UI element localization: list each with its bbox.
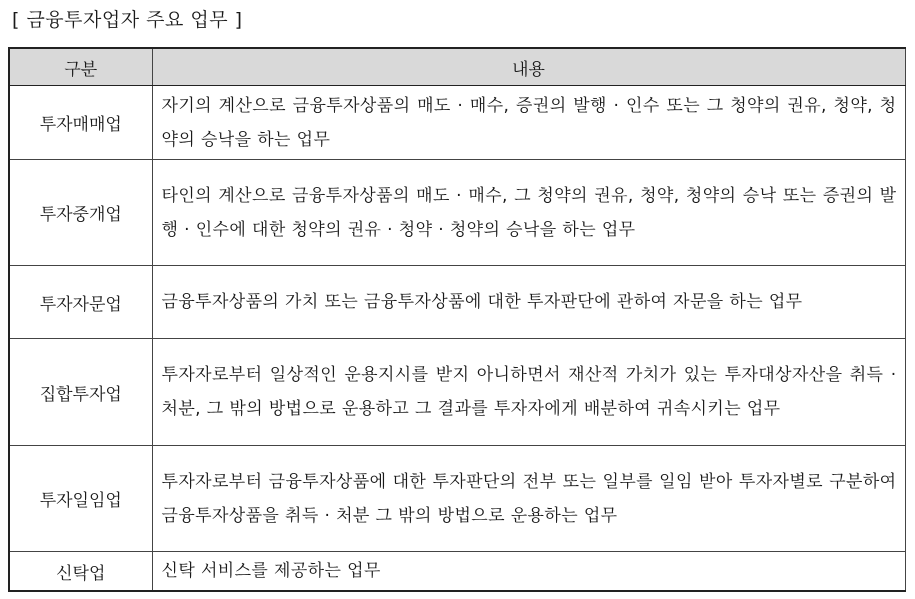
row-description: 자기의 계산으로 금융투자상품의 매도 · 매수, 증권의 발행 · 인수 또는 그 청약의 권유, 청약, 청약의 승낙을 하는 업무: [152, 86, 905, 160]
header-category: 구분: [9, 48, 152, 86]
table-row: [9, 86, 905, 160]
header-row: [9, 48, 905, 86]
business-table: [8, 47, 906, 592]
table-row: [9, 552, 905, 592]
row-category: 투자매매업: [9, 86, 152, 160]
row-description: 금융투자상품의 가치 또는 금융투자상품에 대한 투자판단에 관하여 자문을 하는 업무: [152, 266, 905, 339]
table-row: [9, 160, 905, 266]
table-caption: [ 금융투자업자 주요 업무 ]: [12, 9, 243, 31]
row-category: 투자일임업: [9, 446, 152, 552]
row-category: 투자중개업: [9, 160, 152, 266]
table-row: [9, 446, 905, 552]
row-category: 신탁업: [9, 552, 152, 592]
row-description: 투자자로부터 금융투자상품에 대한 투자판단의 전부 또는 일부를 일임 받아 투자자별로 구분하여 금융투자상품을 취득 · 처분 그 밖의 방법으로 운용하는 업무: [152, 446, 905, 552]
row-category: 투자자문업: [9, 266, 152, 339]
table-row: [9, 339, 905, 446]
row-description: 타인의 계산으로 금융투자상품의 매도 · 매수, 그 청약의 권유, 청약, 청약의 승낙 또는 증권의 발행 · 인수에 대한 청약의 권유 · 청약 · 청약의 승낙을 하는 업무: [152, 160, 905, 266]
header-description: 내용: [152, 48, 905, 86]
row-description: 신탁 서비스를 제공하는 업무: [152, 552, 905, 592]
row-category: 집합투자업: [9, 339, 152, 446]
row-description: 투자자로부터 일상적인 운용지시를 받지 아니하면서 재산적 가치가 있는 투자대상자산을 취득 · 처분, 그 밖의 방법으로 운용하고 그 결과를 투자자에게 배분하여 귀속시키는 업무: [152, 339, 905, 446]
table-row: [9, 266, 905, 339]
